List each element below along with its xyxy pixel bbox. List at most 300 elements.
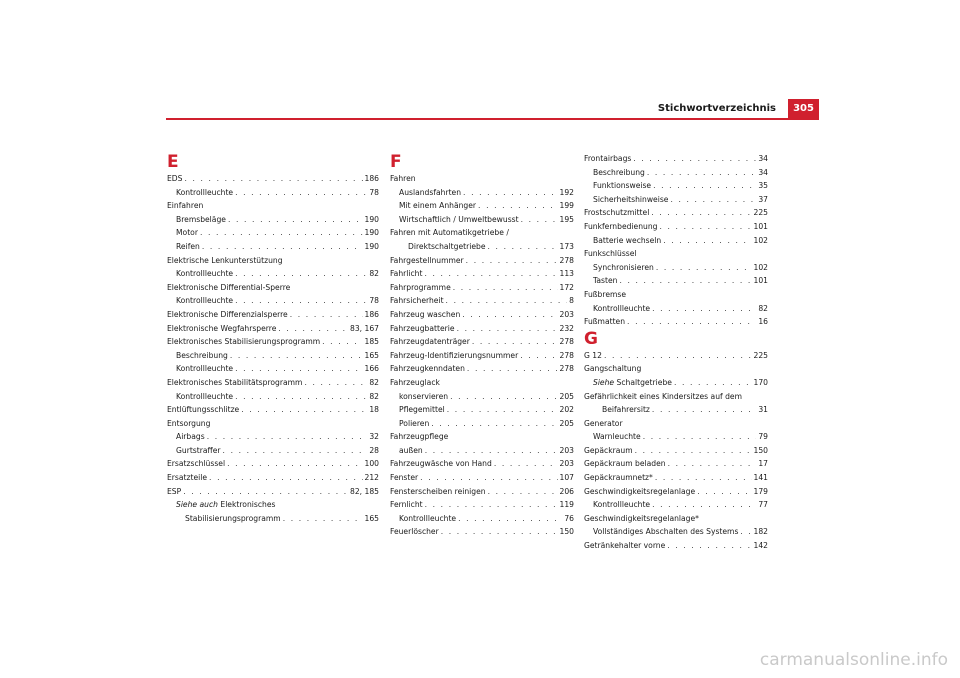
leader-dots (652, 302, 756, 316)
page-reference: 278 (559, 364, 574, 374)
entry-term (584, 512, 699, 526)
leader-dots (643, 430, 757, 444)
entry-term (584, 539, 665, 553)
header-rule (166, 118, 819, 120)
entry-term (584, 315, 625, 329)
entry-text: Schaltgetriebe (616, 377, 672, 387)
page-reference: 8 (569, 296, 574, 306)
page-reference: 203 (559, 445, 574, 455)
page-reference: 82, 185 (350, 486, 379, 496)
leader-dots (425, 498, 558, 512)
page-reference: 101 (753, 276, 768, 286)
leader-dots (235, 186, 367, 200)
page-reference: 79 (758, 432, 768, 442)
page-reference: 225 (753, 350, 768, 360)
entry-term (176, 498, 275, 512)
entry-term (176, 267, 233, 281)
leader-dots (467, 362, 558, 376)
leader-dots (235, 390, 367, 404)
page-reference: 102 (753, 262, 768, 272)
entry-text: G 12 (584, 350, 602, 360)
index-subentry (390, 417, 574, 431)
index-entry (390, 335, 574, 349)
leader-dots (458, 512, 562, 526)
see-reference: Siehe auch (176, 500, 218, 510)
index-entry (584, 471, 768, 485)
leader-dots (655, 471, 752, 485)
index-entry (390, 172, 574, 186)
entry-term (176, 430, 205, 444)
leader-dots (425, 444, 558, 458)
index-entry (390, 457, 574, 471)
entry-text: Polieren (399, 418, 430, 428)
page-reference: 186 (364, 309, 379, 319)
entry-text: Elektronisches Stabilitätsprogramm (167, 377, 303, 387)
entry-term (399, 417, 429, 431)
page-reference: 225 (753, 208, 768, 218)
index-entry (167, 485, 379, 499)
entry-term (584, 471, 653, 485)
index-entry (167, 417, 379, 431)
entry-text: Gepäckraum (584, 445, 633, 455)
entry-text: Fahrsicherheit (390, 296, 444, 306)
index-subentry (584, 193, 768, 207)
index-column-1 (167, 152, 379, 525)
entry-text: Frostschutzmittel (584, 208, 650, 218)
entry-term (593, 302, 650, 316)
entry-term (399, 390, 448, 404)
page-reference: 199 (559, 201, 574, 211)
entry-term (167, 199, 203, 213)
entry-text: Einfahren (167, 201, 204, 211)
entry-text: Gangschaltung (584, 364, 642, 374)
index-column-2 (390, 152, 574, 539)
leader-dots (466, 254, 558, 268)
index-entry (584, 152, 768, 166)
leader-dots (635, 444, 752, 458)
leader-dots (462, 308, 557, 322)
index-entry (390, 525, 574, 539)
page-reference: 34 (758, 154, 768, 163)
entry-text: Elektrische Lenkunterstützung (167, 255, 283, 265)
leader-dots (619, 274, 751, 288)
entry-term (167, 471, 207, 485)
entry-term (399, 213, 519, 227)
leader-dots (633, 152, 756, 166)
page-reference: 77 (758, 500, 768, 510)
leader-dots (228, 213, 363, 227)
leader-dots (235, 294, 367, 308)
entry-term (176, 213, 226, 227)
entry-text: konservieren (399, 391, 449, 401)
leader-dots (453, 281, 558, 295)
entry-term (390, 471, 418, 485)
page-reference: 186 (364, 174, 379, 183)
entry-text: Fahrzeugwäsche von Hand (390, 459, 492, 469)
leader-dots (670, 193, 756, 207)
page-reference: 205 (559, 391, 574, 401)
entry-term (584, 390, 742, 404)
entry-text: Ersatzschlüssel (167, 459, 226, 469)
page-reference: 195 (559, 214, 574, 224)
page-reference: 212 (364, 473, 379, 483)
entry-term (399, 199, 476, 213)
section-letter: F (390, 152, 402, 172)
page-reference: 28 (369, 445, 379, 455)
page-reference: 82 (369, 377, 379, 387)
index-entry (167, 376, 379, 390)
entry-text: Funkfernbedienung (584, 221, 658, 231)
entry-term (167, 308, 288, 322)
entry-text: Elektronisches Stabilisierungsprogramm (167, 337, 321, 347)
leader-dots (652, 498, 756, 512)
index-entry (584, 417, 768, 431)
index-entry (390, 322, 574, 336)
entry-text: Fahrzeugpflege (390, 432, 449, 442)
index-subentry (584, 261, 768, 275)
index-subentry (167, 213, 379, 227)
entry-term (593, 498, 650, 512)
page-reference: 166 (364, 364, 379, 374)
index-subentry (584, 234, 768, 248)
leader-dots (674, 376, 752, 390)
entry-term (584, 152, 631, 166)
entry-term (593, 179, 651, 193)
index-subentry (390, 512, 574, 526)
entry-text: Elektronische Differenzialsperre (167, 309, 288, 319)
index-entry (584, 444, 768, 458)
entry-term (584, 444, 633, 458)
leader-dots (494, 457, 558, 471)
entry-term (176, 240, 200, 254)
page-header (0, 0, 960, 120)
entry-text: Stabilisierungsprogramm (185, 513, 281, 523)
entry-text: Fahrzeug-Identifizierungsnummer (390, 350, 519, 360)
leader-dots (207, 430, 368, 444)
index-subentry (167, 390, 379, 404)
leader-dots (488, 485, 558, 499)
page-reference: 165 (364, 513, 379, 523)
index-entry (390, 376, 574, 390)
entry-term (167, 403, 239, 417)
entry-text: Fahrzeugdatenträger (390, 337, 470, 347)
leader-dots (463, 186, 557, 200)
index-entry (584, 539, 768, 553)
entry-term (390, 267, 422, 281)
index-subentry (390, 186, 574, 200)
index-entry (584, 485, 768, 499)
section-letter: E (167, 152, 179, 172)
entry-term (602, 403, 650, 417)
index-entry (390, 308, 574, 322)
index-entry (390, 498, 574, 512)
entry-term (176, 390, 233, 404)
entry-text: Funktionsweise (593, 181, 652, 191)
entry-text: Beifahrersitz (602, 405, 650, 415)
leader-dots (653, 179, 756, 193)
page-reference: 37 (758, 194, 768, 204)
entry-term (390, 335, 470, 349)
entry-text: Fahren (390, 174, 416, 183)
entry-term (593, 166, 645, 180)
entry-text: Beschreibung (176, 350, 228, 360)
entry-term (584, 417, 623, 431)
page-reference: 179 (753, 486, 768, 496)
page-reference: 205 (559, 418, 574, 428)
entry-term (593, 274, 617, 288)
section-letter: G (584, 328, 598, 349)
leader-dots (520, 349, 557, 363)
entry-text: Fahrzeugkenndaten (390, 364, 465, 374)
index-entry (167, 457, 379, 471)
entry-term (593, 525, 738, 539)
index-entry (390, 267, 574, 281)
entry-text: Fahrzeug waschen (390, 309, 461, 319)
leader-dots (697, 485, 751, 499)
entry-text: Warnleuchte (593, 432, 641, 442)
page-reference: 32 (369, 432, 379, 442)
entry-text: außen (399, 445, 423, 455)
page-reference: 76 (564, 513, 574, 523)
index-entry (390, 281, 574, 295)
entry-term (593, 193, 668, 207)
entry-term (390, 485, 486, 499)
index-entry (167, 322, 379, 336)
entry-text: Kontrollleuchte (176, 364, 234, 374)
entry-text: Synchronisieren (593, 262, 654, 272)
leader-dots (604, 349, 752, 363)
entry-text: Gefährlichkeit eines Kindersitzes auf dem (584, 391, 742, 401)
leader-dots (740, 525, 751, 539)
entry-term (399, 444, 423, 458)
page-reference: 170 (753, 377, 768, 387)
leader-dots (651, 206, 751, 220)
leader-dots (420, 471, 557, 485)
entry-text: Fahrzeugbatterie (390, 323, 455, 333)
page-reference: 206 (559, 486, 574, 496)
entry-text: Kontrollleuchte (176, 296, 234, 306)
index-subentry (390, 199, 574, 213)
leader-dots (304, 376, 367, 390)
entry-term (408, 240, 486, 254)
entry-term (390, 457, 492, 471)
entry-text: Fußbremse (584, 289, 627, 299)
entry-text: Geschwindigkeitsregelanlage (584, 486, 696, 496)
entry-text: Kontrollleuchte (176, 269, 234, 279)
page-reference: 119 (559, 500, 574, 510)
index-entry (584, 390, 768, 404)
page-reference: 78 (369, 296, 379, 306)
entry-text: Entsorgung (167, 418, 211, 428)
entry-text: Auslandsfahrten (399, 187, 462, 197)
leader-dots (322, 335, 362, 349)
entry-term (167, 376, 302, 390)
entry-term (390, 525, 439, 539)
entry-term (584, 206, 649, 220)
page-reference: 141 (753, 473, 768, 483)
entry-term (390, 430, 448, 444)
index-entry (167, 403, 379, 417)
entry-text: Funkschlüssel (584, 249, 637, 259)
leader-dots (235, 267, 367, 281)
entry-text: Kontrollleuchte (593, 500, 651, 510)
index-subentry (584, 179, 768, 193)
index-subentry (584, 498, 768, 512)
index-subentry (167, 498, 379, 512)
entry-text: Fahrlicht (390, 269, 423, 279)
entry-term (167, 457, 225, 471)
entry-text: Batterie wechseln (593, 235, 662, 245)
index-subentry (390, 213, 574, 227)
entry-text: Frontairbags (584, 154, 632, 163)
leader-dots (278, 322, 348, 336)
leader-dots (431, 417, 557, 431)
watermark: carmanualsonline.info (759, 650, 948, 670)
index-subentry (390, 403, 574, 417)
page-reference: 173 (559, 241, 574, 251)
leader-dots (183, 485, 348, 499)
leader-dots (424, 267, 557, 281)
entry-text: Fenster (390, 473, 419, 483)
entry-term (593, 376, 672, 390)
leader-dots (656, 261, 752, 275)
entry-text: Fußmatten (584, 317, 626, 327)
leader-dots (627, 315, 756, 329)
entry-term (584, 349, 602, 363)
index-entry (584, 315, 768, 329)
index-entry (584, 220, 768, 234)
leader-dots (472, 335, 558, 349)
leader-dots (290, 308, 363, 322)
entry-term (390, 349, 518, 363)
page-reference: 232 (559, 323, 574, 333)
leader-dots (446, 294, 568, 308)
page-reference: 203 (559, 459, 574, 469)
entry-term (584, 220, 657, 234)
index-column-3 (584, 152, 768, 553)
leader-dots (478, 199, 557, 213)
page-reference: 34 (758, 167, 768, 177)
leader-dots (227, 457, 362, 471)
index-subentry (167, 349, 379, 363)
leader-dots (202, 240, 363, 254)
index-subentry (167, 240, 379, 254)
entry-text: Generator (584, 418, 623, 428)
index-entry (167, 308, 379, 322)
entry-text: Kontrollleuchte (593, 303, 651, 313)
page-reference: 182 (753, 527, 768, 537)
entry-term (593, 430, 641, 444)
entry-term (390, 362, 465, 376)
index-subentry (584, 403, 768, 417)
page-reference: 202 (559, 405, 574, 415)
page-reference: 172 (559, 282, 574, 292)
index-subentry (167, 362, 379, 376)
page-reference: 150 (559, 527, 574, 537)
page-reference: 203 (559, 309, 574, 319)
index-entry (584, 457, 768, 471)
entry-text: Ersatzteile (167, 473, 208, 483)
page-reference: 82 (369, 269, 379, 279)
index-entry (390, 485, 574, 499)
page-reference: 17 (758, 459, 768, 469)
see-reference: Siehe (593, 377, 615, 387)
leader-dots (457, 322, 558, 336)
entry-text: Gepäckraumnetz* (584, 473, 653, 483)
entry-term (167, 254, 283, 268)
index-subentry (390, 240, 574, 254)
index-entry (167, 172, 379, 186)
index-entry (390, 362, 574, 376)
entry-term (176, 186, 233, 200)
leader-dots (667, 539, 751, 553)
leader-dots (241, 403, 367, 417)
index-entry (584, 206, 768, 220)
entry-term (399, 186, 461, 200)
entry-text: Sicherheitshinweise (593, 194, 669, 204)
page-reference: 165 (364, 350, 379, 360)
index-entry (390, 294, 574, 308)
entry-term (390, 294, 444, 308)
page-reference: 278 (559, 337, 574, 347)
index-entry (584, 247, 768, 261)
index-subentry (390, 444, 574, 458)
entry-term (584, 247, 637, 261)
leader-dots (652, 403, 756, 417)
page-reference: 78 (369, 187, 379, 197)
index-entry (584, 349, 768, 363)
index-entry (167, 254, 379, 268)
index-subentry (584, 302, 768, 316)
page-reference: 16 (758, 317, 768, 327)
entry-term (167, 281, 290, 295)
page-reference: 102 (753, 235, 768, 245)
entry-text: Wirtschaftlich / Umweltbewusst (399, 214, 519, 224)
page-reference: 18 (369, 405, 379, 415)
index-subentry (167, 444, 379, 458)
entry-term (185, 512, 281, 526)
index-subentry (167, 430, 379, 444)
page-reference: 150 (753, 445, 768, 455)
page-reference: 101 (753, 221, 768, 231)
leader-dots (283, 512, 363, 526)
index-subentry (584, 430, 768, 444)
page-reference: 142 (753, 541, 768, 551)
index-entry (584, 288, 768, 302)
entry-text: Fahren mit Automatikgetriebe / (390, 228, 509, 238)
entry-text: Bremsbeläge (176, 214, 226, 224)
index-entry (167, 335, 379, 349)
entry-term (399, 512, 456, 526)
page-reference: 83, 167 (350, 323, 379, 333)
index-subentry (584, 166, 768, 180)
entry-term (390, 308, 460, 322)
entry-term (390, 498, 423, 512)
entry-text: Pflegemittel (399, 405, 445, 415)
entry-text: Gepäckraum beladen (584, 459, 666, 469)
leader-dots (223, 444, 368, 458)
page-reference: 113 (559, 269, 574, 279)
entry-text: Kontrollleuchte (176, 187, 234, 197)
page-number-badge: 305 (788, 99, 819, 118)
index-entry (390, 349, 574, 363)
entry-text: Kontrollleuchte (176, 391, 234, 401)
entry-text: ESP (167, 486, 182, 496)
entry-text: Feuerlöscher (390, 527, 439, 537)
index-entry (167, 281, 379, 295)
entry-term (399, 403, 445, 417)
entry-term (176, 362, 233, 376)
